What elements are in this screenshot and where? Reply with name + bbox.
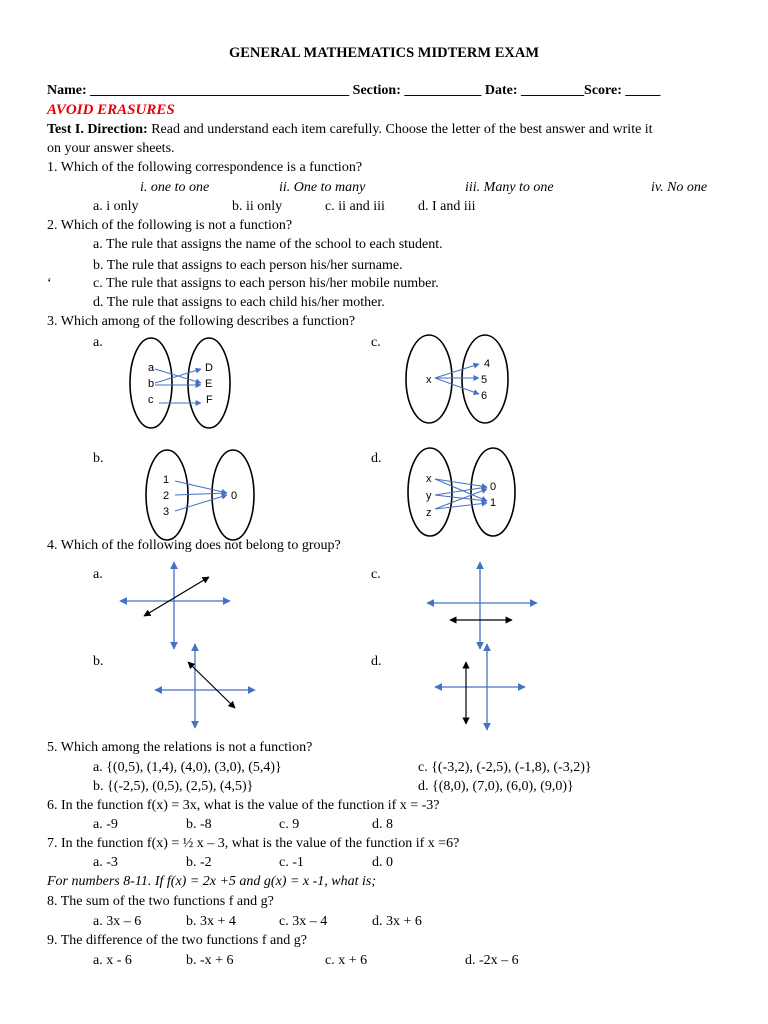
diagram-d-domain-2: y [426,490,432,502]
q1-choice-d[interactable]: d. I and iii [418,199,476,214]
q5-choice-d[interactable]: d. {(8,0), (7,0), (6,0), (9,0)} [418,779,574,794]
direction-line-1 [47,121,653,139]
section-blank[interactable]: ___________ [404,83,482,98]
graph-d-vertical-line [433,642,533,732]
graph-c-horizontal-line [425,560,541,652]
mapping-diagram-a [129,337,239,429]
name-label-text: Name: [47,83,87,98]
q5-stem: 5. Which among the relations is not a function? [47,740,313,755]
q1-choice-a[interactable]: a. i only [93,199,139,214]
q6-choice-c[interactable]: c. 9 [279,817,300,832]
name-blank[interactable]: _____________________________________ [90,83,350,98]
q1-item-i: i. one to one [140,180,210,195]
q1-choice-b[interactable]: b. ii only [232,199,283,214]
mapping-diagram-d [407,447,517,539]
q9-stem: 9. The difference of the two functions f and g? [47,933,307,948]
q8-choice-b[interactable]: b. 3x + 4 [186,914,236,929]
q8-choice-a[interactable]: a. 3x – 6 [93,914,142,929]
q4-label-b[interactable]: b. [93,654,104,669]
date-blank[interactable]: _________ [521,83,585,98]
diagram-a-domain-2: b [148,378,155,390]
diagram-a-range-1: D [205,362,213,374]
diagram-b-domain-2: 2 [163,490,170,502]
q8-choice-c[interactable]: c. 3x – 4 [279,914,328,929]
diagram-a-range-2: E [205,378,213,390]
diagram-c-range-3: 6 [481,390,488,402]
score-blank[interactable]: _____ [625,83,661,98]
diagram-a-domain-3: c [148,394,154,406]
q1-stem: 1. Which of the following correspondence is a function? [47,160,363,175]
q6-stem: 6. In the function f(x) = 3x, what is the value of the function if x = -3? [47,798,440,813]
diagram-d-domain-3: z [426,507,432,519]
q7-choice-b[interactable]: b. -2 [186,855,212,870]
q2-choice-b[interactable]: b. The rule that assigns to each person his/her surname. [93,258,403,273]
diagram-a-range-3: F [206,394,213,406]
mapping-diagram-b [145,449,255,541]
q7-choice-a[interactable]: a. -3 [93,855,118,870]
q2-choice-d[interactable]: d. The rule that assigns to each child his/her mother. [93,295,385,310]
q3-label-b[interactable]: b. [93,451,104,466]
name-label [47,82,660,100]
q9-choice-a[interactable]: a. x - 6 [93,953,132,968]
direction-text-2: on your answer sheets. [47,141,175,156]
diagram-b-range-1: 0 [231,490,238,502]
q2-stem: 2. Which of the following is not a function? [47,218,293,233]
q1-item-iv: iv. No one [651,180,708,195]
diagram-d-range-1: 0 [490,481,497,493]
q9-choice-c[interactable]: c. x + 6 [325,953,368,968]
q5-choice-a[interactable]: a. {(0,5), (1,4), (4,0), (3,0), (5,4)} [93,760,282,775]
diagram-b-domain-3: 3 [163,506,170,518]
q3-label-d[interactable]: d. [371,451,382,466]
q5-choice-b[interactable]: b. {(-2,5), (0,5), (2,5), (4,5)} [93,779,254,794]
stray-mark: ‘ [47,276,52,291]
diagram-d-range-2: 1 [490,497,497,509]
exam-title: GENERAL MATHEMATICS MIDTERM EXAM [228,45,539,61]
q2-choice-c[interactable]: c. The rule that assigns to each person his/her mobile number. [93,276,439,291]
q7-stem: 7. In the function f(x) = ½ x – 3, what is the value of the function if x =6? [47,836,460,851]
diagram-c-range-2: 5 [481,374,488,386]
diagram-a-domain-1: a [148,362,155,374]
graph-b-oblique-line [153,642,269,730]
q9-choice-b[interactable]: b. -x + 6 [186,953,234,968]
direction-label: Test I. Direction: [47,122,148,137]
q3-stem: 3. Which among of the following describes a function? [47,314,356,329]
q6-choice-b[interactable]: b. -8 [186,817,212,832]
q3-label-a[interactable]: a. [93,335,103,350]
q1-item-iii: iii. Many to one [465,180,554,195]
q2-choice-a[interactable]: a. The rule that assigns the name of the school to each student. [93,237,443,252]
score-label: Score: [584,83,622,98]
direction-text-1: Read and understand each item carefully. Choose the letter of the best answer and write it [151,122,653,137]
avoid-erasures-warning: AVOID ERASURES [47,102,175,118]
q4-stem: 4. Which of the following does not belong to group? [47,538,341,553]
q3-label-c[interactable]: c. [371,335,381,350]
q8-choice-d[interactable]: d. 3x + 6 [372,914,422,929]
mapping-diagram-c [405,334,515,426]
diagram-b-domain-1: 1 [163,474,170,486]
section-label: Section: [352,83,401,98]
diagram-d-domain-1: x [426,473,432,485]
date-label: Date: [484,83,518,98]
diagram-c-domain-1: x [426,374,432,386]
q4-label-a[interactable]: a. [93,567,103,582]
q1-item-ii: ii. One to many [279,180,366,195]
q4-label-c[interactable]: c. [371,567,381,582]
q5-choice-c[interactable]: c. {(-3,2), (-2,5), (-1,8), (-3,2)} [418,760,592,775]
graph-a-oblique-line [118,560,234,652]
q7-choice-c[interactable]: c. -1 [279,855,304,870]
q6-choice-a[interactable]: a. -9 [93,817,118,832]
q6-choice-d[interactable]: d. 8 [372,817,393,832]
instruction-note: For numbers 8-11. If f(x) = 2x +5 and g(x) = x -1, what is; [47,874,377,889]
q8-stem: 8. The sum of the two functions f and g? [47,894,274,909]
q1-choice-c[interactable]: c. ii and iii [325,199,385,214]
q4-label-d[interactable]: d. [371,654,382,669]
q7-choice-d[interactable]: d. 0 [372,855,393,870]
q9-choice-d[interactable]: d. -2x – 6 [465,953,519,968]
diagram-c-range-1: 4 [484,358,491,370]
